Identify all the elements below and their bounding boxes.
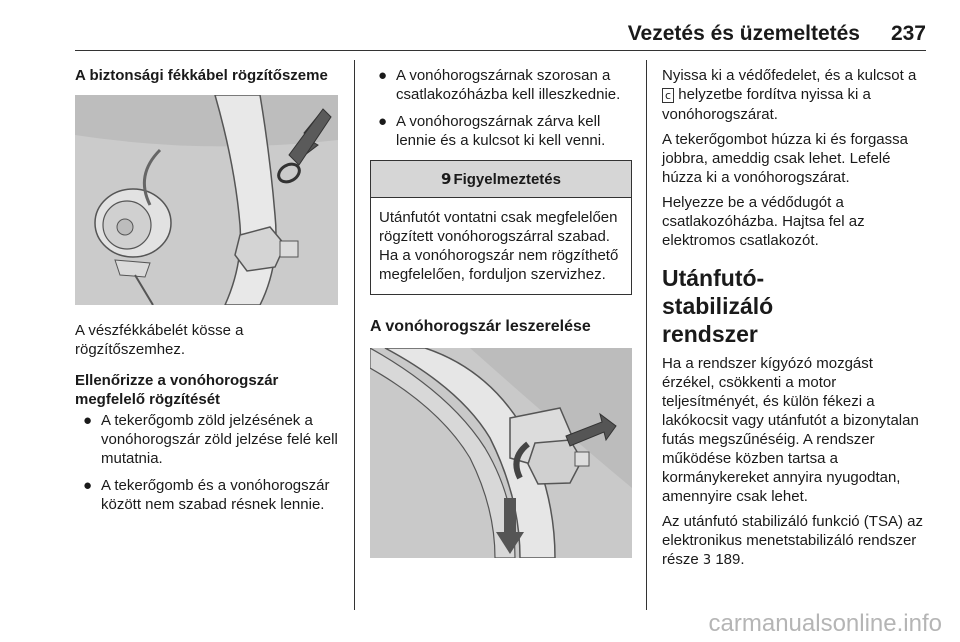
bullet-dot: ● <box>378 67 388 84</box>
bullet-item <box>75 476 340 514</box>
paragraph-text: Nyissa ki a védőfedelet, és a kulcsot a <box>662 67 917 84</box>
lock-icon: c <box>662 88 674 103</box>
bullet-item <box>370 112 632 150</box>
header-rule <box>75 50 926 51</box>
page-reference-icon: 3 <box>702 553 712 568</box>
page-reference-link[interactable]: 189. <box>715 551 745 568</box>
section-heading-safety-eye: A biztonsági fékkábel rögzítőszeme <box>75 67 328 84</box>
column-1 <box>75 66 340 522</box>
warning-title: Figyelmeztetés <box>453 170 561 188</box>
bullet-dot: ● <box>83 477 93 494</box>
illustration-towbar-eye <box>75 95 338 305</box>
paragraph-tsa-reference <box>662 512 928 570</box>
bullet-dot: ● <box>378 113 388 130</box>
paragraph-open-cover <box>662 66 928 124</box>
paragraph-text: Az utánfutó stabilizáló funkció (TSA) az elektronikus menetstabilizáló rendszer része <box>662 513 923 568</box>
warning-header <box>371 161 631 198</box>
warning-icon: 9 <box>441 169 452 188</box>
bullet-text: A tekerőgomb és a vonóhorogszár között nem szabad résnek lennie. <box>101 477 330 513</box>
warning-body: Utánfutót vontatni csak megfelelően rögzített vonóhorogszárral szabad. Ha a vonóhorogszár nem rögzíthető megfelelően, forduljon szervizhez. <box>379 209 619 283</box>
column-divider-2 <box>646 60 647 610</box>
paragraph-tsa-description: Ha a rendszer kígyózó mozgást érzékel, csökkenti a motor teljesítményét, és külön fékezi a lakókocsit vagy utánfutót a bizonytalan futás megszűnéséig. A rendszer működése közben tartsa a kormánykereket annyira nyugodtan, amennyire csak lehet. <box>662 355 919 505</box>
column-3 <box>662 66 928 570</box>
section-heading-removal: A vonóhorogszár leszerelése <box>370 318 591 335</box>
subheading-check-line1: Ellenőrizze a vonóhorogszár <box>75 372 279 389</box>
illustration-towbar-removal <box>370 348 632 558</box>
column-divider-1 <box>354 60 355 610</box>
header-title: Vezetés és üzemeltetés <box>627 22 860 45</box>
subheading-check-line2: megfelelő rögzítését <box>75 391 221 408</box>
warning-box <box>370 160 632 295</box>
paragraph-pull-knob: A tekerőgombot húzza ki és forgassa jobbra, ameddig csak lehet. Lefelé húzza ki a vonóhorogszárat. <box>662 131 908 186</box>
paragraph-text: helyzetbe fordítva nyissa ki a vonóhorogszárat. <box>662 86 871 123</box>
bullet-text: A vonóhorogszárnak szorosan a csatlakozóházba kell illeszkednie. <box>396 67 621 103</box>
section-heading-tsa: Utánfutó-stabilizáló rendszer <box>662 265 774 347</box>
bullet-text: A tekerőgomb zöld jelzésének a vonóhorogszár zöld jelzése felé kell mutatnia. <box>101 412 338 467</box>
caption-safety-eye: A vészfékkábelét kösse a rögzítőszemhez. <box>75 322 244 358</box>
figure-safety-eye <box>75 95 338 305</box>
figure-removal <box>370 348 632 558</box>
bullet-dot: ● <box>83 412 93 429</box>
page-number: 237 <box>890 22 926 45</box>
bullet-item <box>75 411 340 468</box>
paragraph-insert-plug: Helyezze be a védődugót a csatlakozóházba. Hajtsa fel az elektromos csatlakozót. <box>662 194 865 249</box>
bullet-text: A vonóhorogszárnak zárva kell lennie és a kulcsot ki kell venni. <box>396 113 606 149</box>
column-2 <box>370 66 632 558</box>
watermark: carmanualsonline.info <box>708 610 942 637</box>
bullet-item <box>370 66 632 104</box>
